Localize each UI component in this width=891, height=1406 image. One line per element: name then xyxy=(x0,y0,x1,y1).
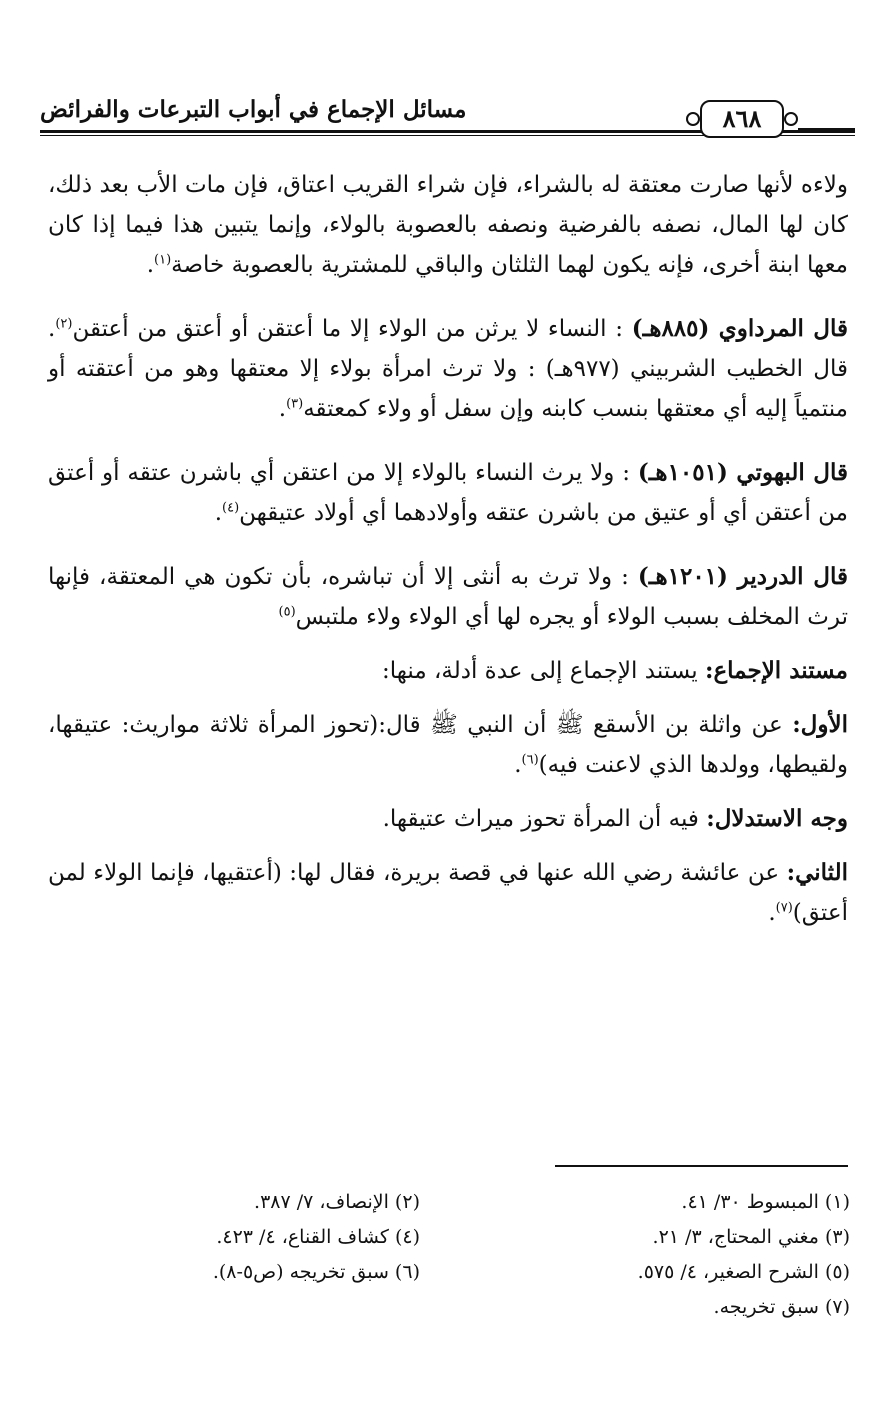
paragraph-lead: قال البهوتي (١٠٥١هـ) xyxy=(637,459,848,486)
paragraph-wajh xyxy=(48,799,848,839)
page-number: ٨٦٨ xyxy=(700,100,784,138)
footnote-item: (٧) سبق تخريجه. xyxy=(713,1296,850,1318)
body-text xyxy=(48,165,848,947)
running-title: مسائل الإجماع في أبواب التبرعات والفرائض xyxy=(40,96,467,123)
footnote-item: (٦) سبق تخريجه (ص٥-٨). xyxy=(212,1261,420,1283)
footnote-row xyxy=(60,1255,850,1290)
footnote-ref: (٤) xyxy=(222,500,240,516)
paragraph-lead: الثاني: xyxy=(786,859,848,886)
footnotes xyxy=(60,1185,850,1325)
paragraph-second-evidence: الثاني: عن عائشة رضي الله عنها في قصة بريرة، فقال لها: (أعتقيها، فإنما الولاء لمن أعتق)$^{(٧)}$. xyxy=(48,859,848,926)
paragraph-buhuti: قال البهوتي (١٠٥١هـ) : ولا يرث النساء بالولاء إلا من اعتقن أي باشرن عتقه أو أعتق من أعتقن أي أو عتيق من باشرن عتقه وأولادهما أي أولاد عتيقهن$^{(٤)}$. xyxy=(48,459,848,526)
paragraph-text: : ولا ترث به أنثى إلا أن تباشره، بأن تكون هي المعتقة، فإنها ترث المخلف بسبب الولاء أو يجره لها أي الولاء ولاء ملتبس xyxy=(48,564,848,630)
paragraph-mustanad xyxy=(48,651,848,691)
footnote-separator xyxy=(555,1165,848,1167)
paragraph-dardir xyxy=(48,557,848,637)
paragraph-lead: مستند الإجماع: xyxy=(704,657,848,684)
paragraph-lead: وجه الاستدلال: xyxy=(706,805,848,832)
paragraph-lead: الأول: xyxy=(792,711,849,738)
paragraph-first-evidence: الأول: عن واثلة بن الأسقع ﷺ أن النبي ﷺ قال:(تحوز المرأة ثلاثة مواريث: عتيقها، ولقيطها، وولدها الذي لاعنت فيه)$^{(٦)}$. xyxy=(48,711,849,778)
paragraph-text: ولاءه لأنها صارت معتقة له بالشراء، فإن شراء القريب اعتاق، فإن مات الأب بعد ذلك، كان لها المال، نصفه بالفرضية ونصفه بالعصوبة بالولاء، وإنما يتبين هذا فيما إذا كان معها ابنة أخرى، فإنه يكون لهما الثلثان والباقي للمشترية بالعصوبة خاصة xyxy=(48,172,848,278)
paragraph-1: ولاءه لأنها صارت معتقة له بالشراء، فإن شراء القريب اعتاق، فإن مات الأب بعد ذلك، كان لها المال، نصفه بالفرضية ونصفه بالعصوبة بالولاء، وإنما يتبين هذا فيما إذا كان معها ابنة أخرى، فإنه يكون لهما الثلثان والباقي للمشترية بالعصوبة خاصة$^{(١)}$. xyxy=(48,172,848,278)
paragraph-text: فيه أن المرأة تحوز ميراث عتيقها. xyxy=(382,806,699,832)
footnote-item: (١) المبسوط ٣٠/ ٤١. xyxy=(681,1191,850,1213)
footnote-row xyxy=(60,1220,850,1255)
paragraph-text: عن عائشة رضي الله عنها في قصة بريرة، فقال لها: (أعتقيها، فإنما الولاء لمن أعتق) xyxy=(48,860,848,926)
footnote-ref: (٦) xyxy=(521,752,539,768)
footnote-ref: (٢) xyxy=(55,316,73,332)
paragraph-text: عن واثلة بن الأسقع ﷺ أن النبي ﷺ قال:(تحوز المرأة ثلاثة مواريث: عتيقها، ولقيطها، وولدها الذي لاعنت فيه) xyxy=(48,712,848,778)
footnote-ref: (٥) xyxy=(278,604,296,620)
footnote-item: (٥) الشرح الصغير، ٤/ ٥٧٥. xyxy=(637,1261,850,1283)
paragraph-text: يستند الإجماع إلى عدة أدلة، منها: xyxy=(382,658,698,684)
header-rule-right xyxy=(798,128,855,130)
paragraph-text: : النساء لا يرثن من الولاء إلا ما أعتقن أو أعتق من أعتقن xyxy=(72,316,624,342)
page-header xyxy=(40,92,855,144)
footnote-item: (٤) كشاف القناع، ٤/ ٤٢٣. xyxy=(216,1226,420,1248)
footnote-item xyxy=(60,1290,420,1325)
paragraph-lead: قال الدردير (١٢٠١هـ) xyxy=(637,563,848,590)
footnote-item: (٢) الإنصاف، ٧/ ٣٨٧. xyxy=(254,1191,420,1213)
footnote-row xyxy=(60,1185,850,1220)
footnote-ref: (٣) xyxy=(286,396,304,412)
paragraph-text: : ولا يرث النساء بالولاء إلا من اعتقن أي باشرن عتقه أو أعتق من أعتقن أي أو عتيق من باشرن عتقه وأولادهما أي أولاد عتيقهن xyxy=(48,460,848,526)
footnote-row xyxy=(60,1290,850,1325)
paragraph-text: . قال الخطيب الشربيني (٩٧٧هـ) : ولا ترث امرأة بولاء إلا معتقها وهو من أعتقته أو منتمياً إليه أي معتقها بنسب كابنه وإن سفل أو ولاء كمعتقه xyxy=(48,316,849,422)
footnote-ref: (١) xyxy=(154,252,172,268)
paragraph-mardawi: قال المرداوي (٨٨٥هـ) : النساء لا يرثن من الولاء إلا ما أعتقن أو أعتق من أعتقن$^{(٢)}$. قال الخطيب الشربيني (٩٧٧هـ) : ولا ترث امرأة بولاء إلا معتقها وهو من أعتقته أو منتمياً إليه أي معتقها بنسب كابنه وإن سفل أو ولاء كمعتقه$^{(٣)}$. xyxy=(48,315,849,422)
footnote-item: (٣) مغني المحتاج، ٣/ ٢١. xyxy=(652,1226,850,1248)
footnote-ref: (٧) xyxy=(775,900,793,916)
paragraph-lead: قال المرداوي (٨٨٥هـ) xyxy=(631,315,848,342)
